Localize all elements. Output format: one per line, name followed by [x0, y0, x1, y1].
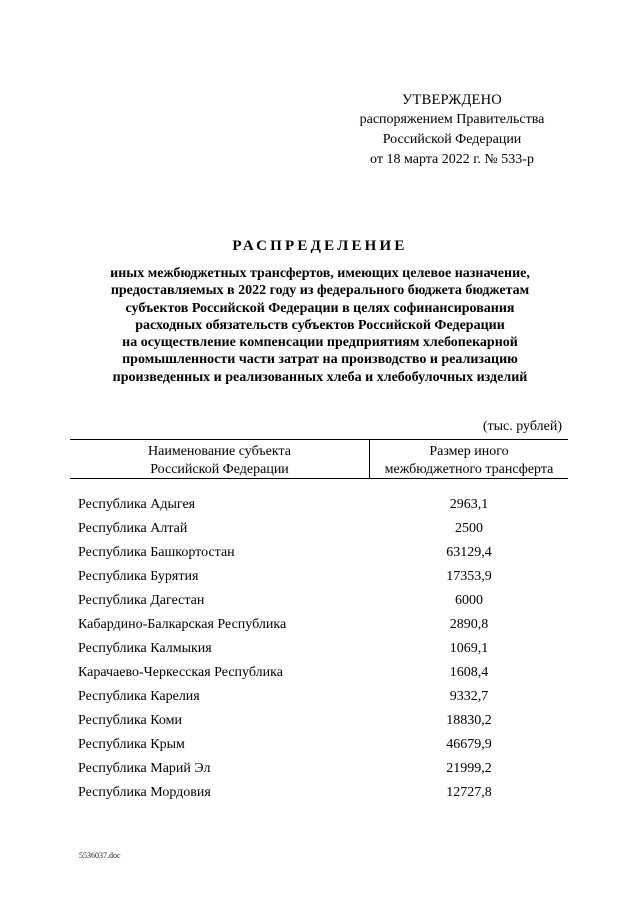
column-header-text: Российской Федерации: [150, 462, 289, 477]
approval-stamp: [330, 90, 574, 170]
table-row: [78, 711, 568, 735]
subject-name: Карачаево-Черкесская Республика: [78, 665, 283, 680]
approval-line: Российской Федерации: [382, 132, 522, 147]
subtitle-line: на осуществление компенсации предприятиям хлебопекарной: [122, 335, 518, 351]
table-row: [78, 495, 568, 519]
table-body: [78, 495, 568, 807]
approval-line: распоряжением Правительства: [359, 112, 545, 127]
transfer-amount: 18830,2: [446, 713, 492, 728]
subject-name: Республика Алтай: [78, 521, 188, 536]
table-row: [78, 615, 568, 639]
transfer-amount: 21999,2: [446, 761, 492, 776]
subject-name: Республика Марий Эл: [78, 761, 211, 776]
units-label: (тыс. рублей): [482, 419, 562, 434]
transfer-amount: 1069,1: [449, 641, 489, 656]
transfer-amount: 2963,1: [449, 497, 489, 512]
subject-name: Республика Калмыкия: [78, 641, 212, 656]
table-row: [78, 543, 568, 567]
table-row: [78, 663, 568, 687]
transfer-amount: 46679,9: [446, 737, 492, 752]
subject-name: Республика Крым: [78, 737, 185, 752]
subject-name: Республика Дагестан: [78, 593, 205, 608]
column-header-text: Размер иного: [429, 444, 509, 459]
subject-name: Республика Коми: [78, 713, 182, 728]
transfer-amount: 2500: [455, 521, 483, 536]
table-row: [78, 591, 568, 615]
table-row: [78, 567, 568, 591]
subject-name: Республика Бурятия: [78, 569, 199, 584]
column-header-subject: [70, 440, 370, 478]
subtitle-line: предоставляемых в 2022 году из федерального бюджета бюджетам: [110, 283, 530, 299]
subject-name: Республика Башкортостан: [78, 545, 235, 560]
document-heading: РАСПРЕДЕЛЕНИЕ: [232, 238, 408, 254]
approval-date-line: от 18 марта 2022 г. № 533-р: [370, 152, 534, 167]
table-row: [78, 783, 568, 807]
column-header-text: Наименование субъекта: [148, 444, 291, 459]
column-header-amount: [370, 440, 568, 478]
table-row: [78, 639, 568, 663]
transfer-amount: 1608,4: [449, 665, 489, 680]
transfer-amount: 17353,9: [446, 569, 492, 584]
table-row: [78, 759, 568, 783]
subject-name: Республика Карелия: [78, 689, 200, 704]
transfer-amount: 63129,4: [446, 545, 492, 560]
subject-name: Кабардино-Балкарская Республика: [78, 617, 287, 632]
transfer-amount: 12727,8: [446, 785, 492, 800]
transfer-amount: 6000: [455, 593, 483, 608]
transfer-amount: 2890,8: [449, 617, 489, 632]
table-row: [78, 687, 568, 711]
subtitle-line: расходных обязательств субъектов Российской Федерации: [135, 317, 505, 333]
subject-name: Республика Адыгея: [78, 497, 196, 512]
document-subtitle: [60, 265, 580, 386]
subtitle-line: субъектов Российской Федерации в целях софинансирования: [125, 300, 515, 316]
table-row: [78, 519, 568, 543]
subtitle-line: промышленности части затрат на производство и реализацию: [122, 352, 518, 368]
transfer-amount: 9332,7: [449, 689, 489, 704]
subtitle-line: произведенных и реализованных хлеба и хлебобулочных изделий: [112, 369, 528, 385]
subtitle-line: иных межбюджетных трансфертов, имеющих целевое назначение,: [110, 266, 530, 281]
table-header: [70, 439, 568, 479]
file-name-footer: 5536037.doc: [79, 851, 121, 860]
subject-name: Республика Мордовия: [78, 785, 211, 800]
approval-title: УТВЕРЖДЕНО: [402, 92, 502, 108]
column-header-text: межбюджетного трансферта: [384, 462, 554, 477]
table-row: [78, 735, 568, 759]
